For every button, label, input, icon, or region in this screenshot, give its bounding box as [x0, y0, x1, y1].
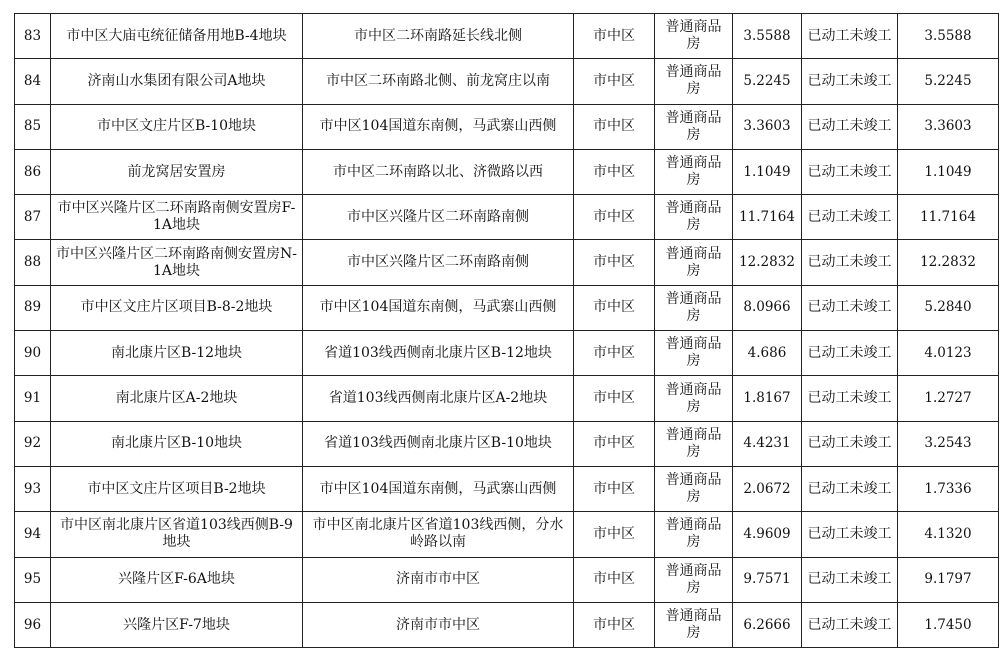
construction-status: 已动工未竣工: [802, 557, 898, 602]
plot-location: 市中区二环南路北侧、前龙窝庄以南: [303, 59, 574, 104]
housing-type: 普通商品房: [655, 376, 733, 421]
row-number: 86: [15, 149, 51, 194]
area-total: 6.2666: [733, 602, 802, 647]
area-total: 3.5588: [733, 14, 802, 59]
plot-location: 市中区104国道东南侧，马武寨山西侧: [303, 285, 574, 330]
row-number: 93: [15, 466, 51, 511]
district: 市中区: [574, 421, 655, 466]
row-number: 85: [15, 104, 51, 149]
plot-name: 市中区文庄片区项目B-2地块: [51, 466, 303, 511]
area-remaining: 4.1320: [898, 512, 999, 557]
area-total: 4.9609: [733, 512, 802, 557]
district: 市中区: [574, 331, 655, 376]
row-number: 95: [15, 557, 51, 602]
construction-status: 已动工未竣工: [802, 285, 898, 330]
row-number: 83: [15, 14, 51, 59]
plot-name: 南北康片区B-10地块: [51, 421, 303, 466]
housing-type: 普通商品房: [655, 602, 733, 647]
plot-name: 市中区南北康片区省道103线西侧B-9地块: [51, 512, 303, 557]
construction-status: 已动工未竣工: [802, 59, 898, 104]
area-remaining: 3.3603: [898, 104, 999, 149]
district: 市中区: [574, 466, 655, 511]
housing-type: 普通商品房: [655, 466, 733, 511]
plot-name: 市中区大庙屯统征储备用地B-4地块: [51, 14, 303, 59]
row-number: 90: [15, 331, 51, 376]
district: 市中区: [574, 512, 655, 557]
plot-location: 省道103线西侧南北康片区B-12地块: [303, 331, 574, 376]
district: 市中区: [574, 376, 655, 421]
table-row: [15, 104, 999, 149]
construction-status: 已动工未竣工: [802, 466, 898, 511]
land-plot-table-container: [14, 13, 998, 648]
area-total: 2.0672: [733, 466, 802, 511]
area-total: 4.686: [733, 331, 802, 376]
table-row: [15, 285, 999, 330]
area-remaining: 5.2840: [898, 285, 999, 330]
area-total: 3.3603: [733, 104, 802, 149]
table-row: [15, 59, 999, 104]
area-total: 1.8167: [733, 376, 802, 421]
construction-status: 已动工未竣工: [802, 14, 898, 59]
plot-name: 市中区文庄片区B-10地块: [51, 104, 303, 149]
plot-location: 省道103线西侧南北康片区A-2地块: [303, 376, 574, 421]
district: 市中区: [574, 240, 655, 285]
table-row: [15, 602, 999, 647]
land-plot-table: [14, 13, 999, 648]
plot-location: 省道103线西侧南北康片区B-10地块: [303, 421, 574, 466]
district: 市中区: [574, 195, 655, 240]
table-body: [15, 14, 999, 648]
housing-type: 普通商品房: [655, 285, 733, 330]
area-remaining: 1.7450: [898, 602, 999, 647]
area-remaining: 4.0123: [898, 331, 999, 376]
plot-location: 济南市市中区: [303, 602, 574, 647]
row-number: 89: [15, 285, 51, 330]
district: 市中区: [574, 59, 655, 104]
district: 市中区: [574, 104, 655, 149]
housing-type: 普通商品房: [655, 421, 733, 466]
table-row: [15, 331, 999, 376]
table-row: [15, 557, 999, 602]
plot-name: 济南山水集团有限公司A地块: [51, 59, 303, 104]
housing-type: 普通商品房: [655, 557, 733, 602]
plot-name: 市中区兴隆片区二环南路南侧安置房N-1A地块: [51, 240, 303, 285]
plot-location: 市中区南北康片区省道103线西侧，分水岭路以南: [303, 512, 574, 557]
plot-location: 市中区二环南路以北、济微路以西: [303, 149, 574, 194]
plot-name: 兴隆片区F-6A地块: [51, 557, 303, 602]
row-number: 84: [15, 59, 51, 104]
row-number: 91: [15, 376, 51, 421]
district: 市中区: [574, 14, 655, 59]
district: 市中区: [574, 285, 655, 330]
housing-type: 普通商品房: [655, 149, 733, 194]
construction-status: 已动工未竣工: [802, 421, 898, 466]
construction-status: 已动工未竣工: [802, 331, 898, 376]
plot-location: 济南市市中区: [303, 557, 574, 602]
plot-name: 市中区文庄片区项目B-8-2地块: [51, 285, 303, 330]
row-number: 92: [15, 421, 51, 466]
area-total: 5.2245: [733, 59, 802, 104]
area-remaining: 1.1049: [898, 149, 999, 194]
plot-name: 前龙窝居安置房: [51, 149, 303, 194]
row-number: 94: [15, 512, 51, 557]
area-remaining: 5.2245: [898, 59, 999, 104]
area-remaining: 3.5588: [898, 14, 999, 59]
area-remaining: 1.2727: [898, 376, 999, 421]
table-row: [15, 240, 999, 285]
row-number: 96: [15, 602, 51, 647]
plot-name: 南北康片区A-2地块: [51, 376, 303, 421]
district: 市中区: [574, 149, 655, 194]
area-remaining: 9.1797: [898, 557, 999, 602]
table-row: [15, 421, 999, 466]
area-total: 8.0966: [733, 285, 802, 330]
plot-name: 市中区兴隆片区二环南路南侧安置房F-1A地块: [51, 195, 303, 240]
plot-location: 市中区兴隆片区二环南路南侧: [303, 195, 574, 240]
area-remaining: 3.2543: [898, 421, 999, 466]
housing-type: 普通商品房: [655, 331, 733, 376]
plot-location: 市中区兴隆片区二环南路南侧: [303, 240, 574, 285]
housing-type: 普通商品房: [655, 14, 733, 59]
area-total: 4.4231: [733, 421, 802, 466]
table-row: [15, 512, 999, 557]
area-total: 1.1049: [733, 149, 802, 194]
area-total: 9.7571: [733, 557, 802, 602]
district: 市中区: [574, 557, 655, 602]
area-remaining: 12.2832: [898, 240, 999, 285]
construction-status: 已动工未竣工: [802, 240, 898, 285]
district: 市中区: [574, 602, 655, 647]
row-number: 87: [15, 195, 51, 240]
housing-type: 普通商品房: [655, 240, 733, 285]
housing-type: 普通商品房: [655, 512, 733, 557]
area-remaining: 11.7164: [898, 195, 999, 240]
table-row: [15, 195, 999, 240]
table-row: [15, 14, 999, 59]
housing-type: 普通商品房: [655, 104, 733, 149]
construction-status: 已动工未竣工: [802, 376, 898, 421]
plot-name: 南北康片区B-12地块: [51, 331, 303, 376]
row-number: 88: [15, 240, 51, 285]
construction-status: 已动工未竣工: [802, 602, 898, 647]
area-total: 11.7164: [733, 195, 802, 240]
construction-status: 已动工未竣工: [802, 149, 898, 194]
construction-status: 已动工未竣工: [802, 104, 898, 149]
table-row: [15, 376, 999, 421]
housing-type: 普通商品房: [655, 59, 733, 104]
construction-status: 已动工未竣工: [802, 512, 898, 557]
construction-status: 已动工未竣工: [802, 195, 898, 240]
area-total: 12.2832: [733, 240, 802, 285]
plot-location: 市中区二环南路延长线北侧: [303, 14, 574, 59]
table-row: [15, 149, 999, 194]
plot-name: 兴隆片区F-7地块: [51, 602, 303, 647]
table-row: [15, 466, 999, 511]
area-remaining: 1.7336: [898, 466, 999, 511]
housing-type: 普通商品房: [655, 195, 733, 240]
plot-location: 市中区104国道东南侧，马武寨山西侧: [303, 466, 574, 511]
plot-location: 市中区104国道东南侧，马武寨山西侧: [303, 104, 574, 149]
